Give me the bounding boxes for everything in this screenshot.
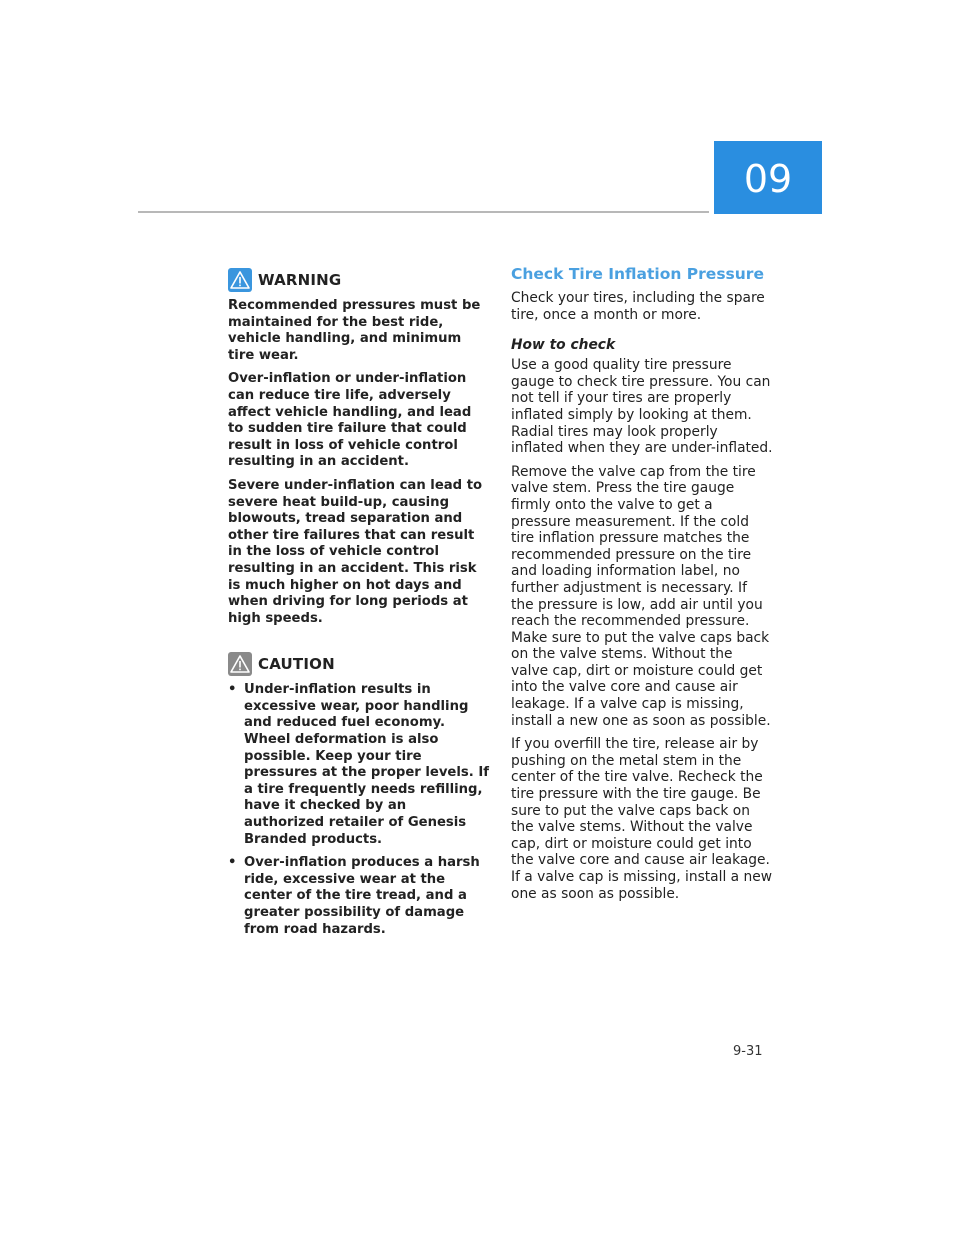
intro-paragraph: Check your tires, including the spare tire, once a month or more. (511, 290, 765, 323)
bullet-glyph: • (228, 682, 237, 698)
caution-list (228, 682, 490, 938)
chapter-tab (714, 141, 822, 214)
header-rule (138, 211, 709, 213)
warning-title: WARNING (258, 271, 342, 289)
caution-notice (228, 652, 490, 938)
how-to-check-heading: How to check (511, 337, 616, 354)
warning-notice (228, 268, 490, 627)
right-column (511, 264, 773, 909)
left-column (228, 268, 490, 945)
body-paragraph: Remove the valve cap from the tire valve stem. Press the tire gauge firmly onto the valve to get a pressure measurement. If the cold tire inflation pressure matches the recommended pressure on the tire and loading information label, no further adjustment is necessary. If the pressure is low, add air until you reach the recommended pressure. Make sure to put the valve caps back on the valve stems. Without the valve cap, dirt or moisture could get into the valve core and cause air leakage. If a valve cap is missing, install a new one as soon as possible. (511, 463, 771, 729)
caution-title: CAUTION (258, 655, 335, 674)
list-item (228, 682, 490, 848)
chapter-number: 09 (743, 156, 793, 201)
body-paragraph: Use a good quality tire pressure gauge to check tire pressure. You can not tell if your tires are properly inflated simply by looking at them. Radial tires may look properly inflated when they are under-inflated. (511, 357, 773, 457)
caution-triangle-icon (228, 652, 252, 676)
warning-header (228, 268, 490, 292)
warning-paragraph: Recommended pressures must be maintained for the best ride, vehicle handling, and minimum tire wear. (228, 298, 481, 363)
section-title: Check Tire Inflation Pressure (511, 265, 764, 283)
warning-paragraph: Severe under-inflation can lead to severe heat build-up, causing blowouts, tread separation and other tire failures that can result in the loss of vehicle control resulting in an accident. This risk is much higher on hot days and when driving for long periods at high speeds. (228, 477, 483, 626)
bullet-glyph: • (228, 855, 237, 871)
caution-bullet-text: Over-inflation produces a harsh ride, excessive wear at the center of the tire tread, and a greater possibility of damage from road hazards. (244, 855, 480, 937)
list-item (228, 855, 490, 938)
caution-header (228, 652, 490, 676)
warning-triangle-icon (228, 268, 252, 292)
page-number: 9-31 (733, 1044, 763, 1059)
warning-paragraph: Over-inflation or under-inflation can reduce tire life, adversely affect vehicle handling, and lead to sudden tire failure that could result in loss of vehicle control resulting in an accident. (228, 371, 472, 470)
caution-bullet-text: Under-inflation results in excessive wear, poor handling and reduced fuel economy. Wheel deformation is also possible. Keep your tire pressures at the proper levels. If a tire frequently needs refilling, have it checked by an authorized retailer of Genesis Branded products. (244, 682, 489, 847)
body-paragraph: If you overfill the tire, release air by pushing on the metal stem in the center of the tire valve. Recheck the tire pressure with the tire gauge. Be sure to put the valve caps back on the valve stems. Without the valve cap, dirt or moisture could get into the valve core and cause air leakage. If a valve cap is missing, install a new one as soon as possible. (511, 736, 773, 902)
